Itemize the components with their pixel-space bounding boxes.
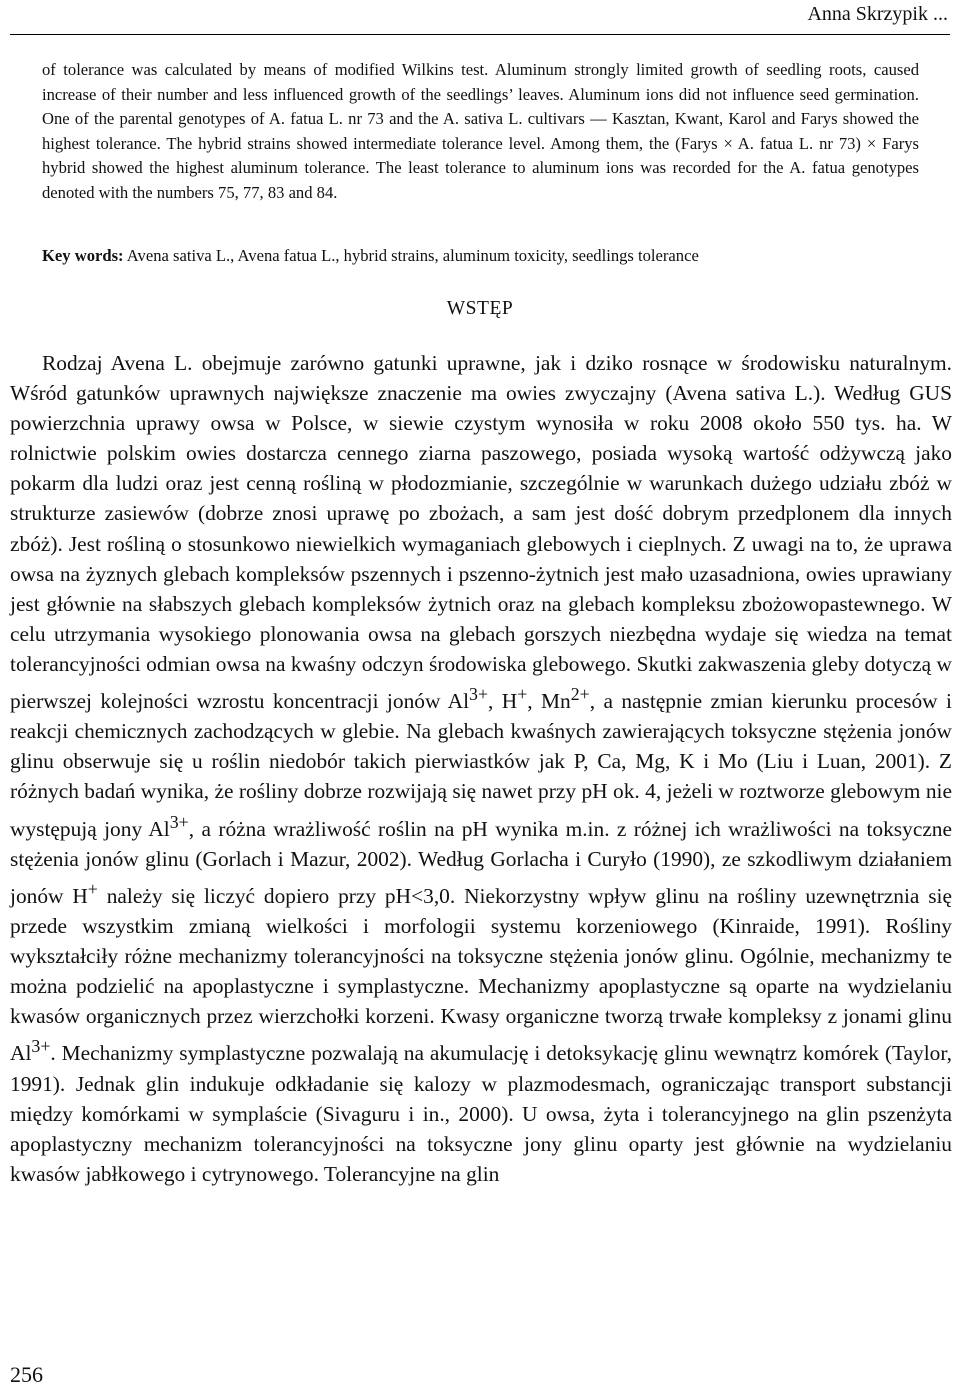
abstract-text: of tolerance was calculated by means of modified Wilkins test. Aluminum strongly limited growth of seedling roots, caused increase of their number and less influenced growth of the seedlings’ leaves. Aluminum ions did not influence seed germination. One of the parental genotypes of A. fatua L. nr 73 and the A. sativa L. cultivars — Kasztan, Kwant, Karol and Farys showed the highest tolerance. The hybrid strains showed intermediate tolerance level. Among them, the (Farys × A. fatua L. nr 73) × Farys hybrid showed the highest aluminum tolerance. The least tolerance to aluminum ions was recorded for the A. fatua genotypes denoted with the numbers 75, 77, 83 and 84. (42, 60, 919, 202)
header-rule (10, 34, 950, 35)
keywords-text: Avena sativa L., Avena fatua L., hybrid strains, aluminum toxicity, seedlings tolerance (123, 246, 699, 265)
body-segment: , H (488, 689, 518, 714)
header-author: Anna Skrzypik ... (807, 3, 948, 25)
superscript: 3+ (169, 811, 189, 832)
abstract (42, 58, 919, 205)
body-segment: należy się liczyć dopiero przy pH<3,0. Niekorzystny wpływ glinu na rośliny uzewnętrznia się przede wszystkim zmianą wielkości i morfologii systemu korzeniowego (Kinraide, 1991). Rośliny wykształciły różne mechanizmy tolerancyjności na toksyczne stężenia jonów glinu. Ogólnie, mechanizmy te można podzielić na apoplastyczne i symplastyczne. Mechanizmy apoplastyczne są oparte na wydzielaniu kwasów organicznych przez wierzchołki korzeni. Kwasy organiczne tworzą trwałe kompleksy z jonami glinu Al (10, 883, 952, 1066)
superscript: + (517, 684, 528, 705)
superscript: 2+ (570, 684, 590, 705)
body-segment: Rodzaj Avena L. obejmuje zarówno gatunki uprawne, jak i dziko rosnące w środowisku naturalnym. Wśród gatunków uprawnych największe znaczenie ma owies zwyczajny (Avena sativa L.). Według GUS powierzchnia uprawy owsa w Polsce, w siewie czystym wynosiła w roku 2008 około 550 tys. ha. W rolnictwie polskim owies dostarcza cennego ziarna paszowego, posiada wysoką wartość odżywczą jako pokarm dla ludzi oraz jest cenną rośliną w płodozmianie, szczególnie w warunkach dużego udziału zbóż w strukturze zasiewów (dobrze znosi uprawę po zbożach, a sam jest dość dobrym przedplonem dla innych zbóż). Jest rośliną o stosunkowo niewielkich wymaganiach glebowych i cieplnych. Z uwagi na to, że uprawa owsa na żyznych glebach kompleksów pszennych i pszenno-żytnich jest mało uzasadniona, owies uprawiany jest głównie na słabszych glebach kompleksów żytnich oraz na glebach kompleksu zbożowopastewnego. W celu utrzymania wysokiego plonowania owsa na glebach gorszych niezbędna wydaje się wiedza na temat tolerancyjności odmian owsa na kwaśny odczyn środowiska glebowego. Skutki zakwaszenia gleby dotyczą w pierwszej kolejności wzrostu koncentracji jonów Al (10, 351, 952, 714)
superscript: 3+ (31, 1036, 51, 1057)
body-segment: , Mn (527, 689, 571, 714)
body-segment: , a następnie zmian kierunku procesów i reakcji chemicznych zachodzących w glebie. Na glebach kwaśnych zawierających toksyczne stężenia jonów glinu obserwuje się u roślin niedobór takich pierwiastków jak P, Ca, Mg, K i Mo (Liu i Luan, 2001). Z różnych badań wynika, że rośliny dobrze rozwijają się nawet przy pH ok. 4, jeżeli w roztworze glebowym nie występują jony Al (10, 689, 952, 841)
section-heading: WSTĘP (446, 298, 514, 319)
body-segment: . Mechanizmy symplastyczne pozwalają na akumulację i detoksykację glinu wewnątrz komórek (Taylor, 1991). Jednak glin indukuje odkładanie się kalozy w plazmodesmach, ograniczając transport substancji między komórkami w symplaście (Sivaguru i in., 2000). U owsa, żyta i tolerancyjnego na glin pszenżyta apoplastyczny mechanizm tolerancyjności na toksyczne jony glinu oparty jest głównie na wydzielaniu kwasów jabłkowego i cytrynowego. Tolerancyjne na glin (10, 1041, 952, 1186)
running-header (0, 0, 960, 36)
keywords-label: Key words: (42, 246, 124, 265)
keywords (42, 244, 919, 268)
superscript: 3+ (469, 684, 488, 705)
superscript: + (87, 878, 98, 899)
body-segment: , a różna wrażliwość roślin na pH wynika m.in. z różnej ich wrażliwości na toksyczne stężenia jonów glinu (Gorlach i Mazur, 2002). Według Gorlacha i Curyło (1990), ze szkodliwym działaniem jonów H (10, 816, 952, 908)
body-text (10, 348, 952, 1189)
page-number: 256 (10, 1362, 43, 1387)
body-paragraph (10, 348, 952, 1189)
